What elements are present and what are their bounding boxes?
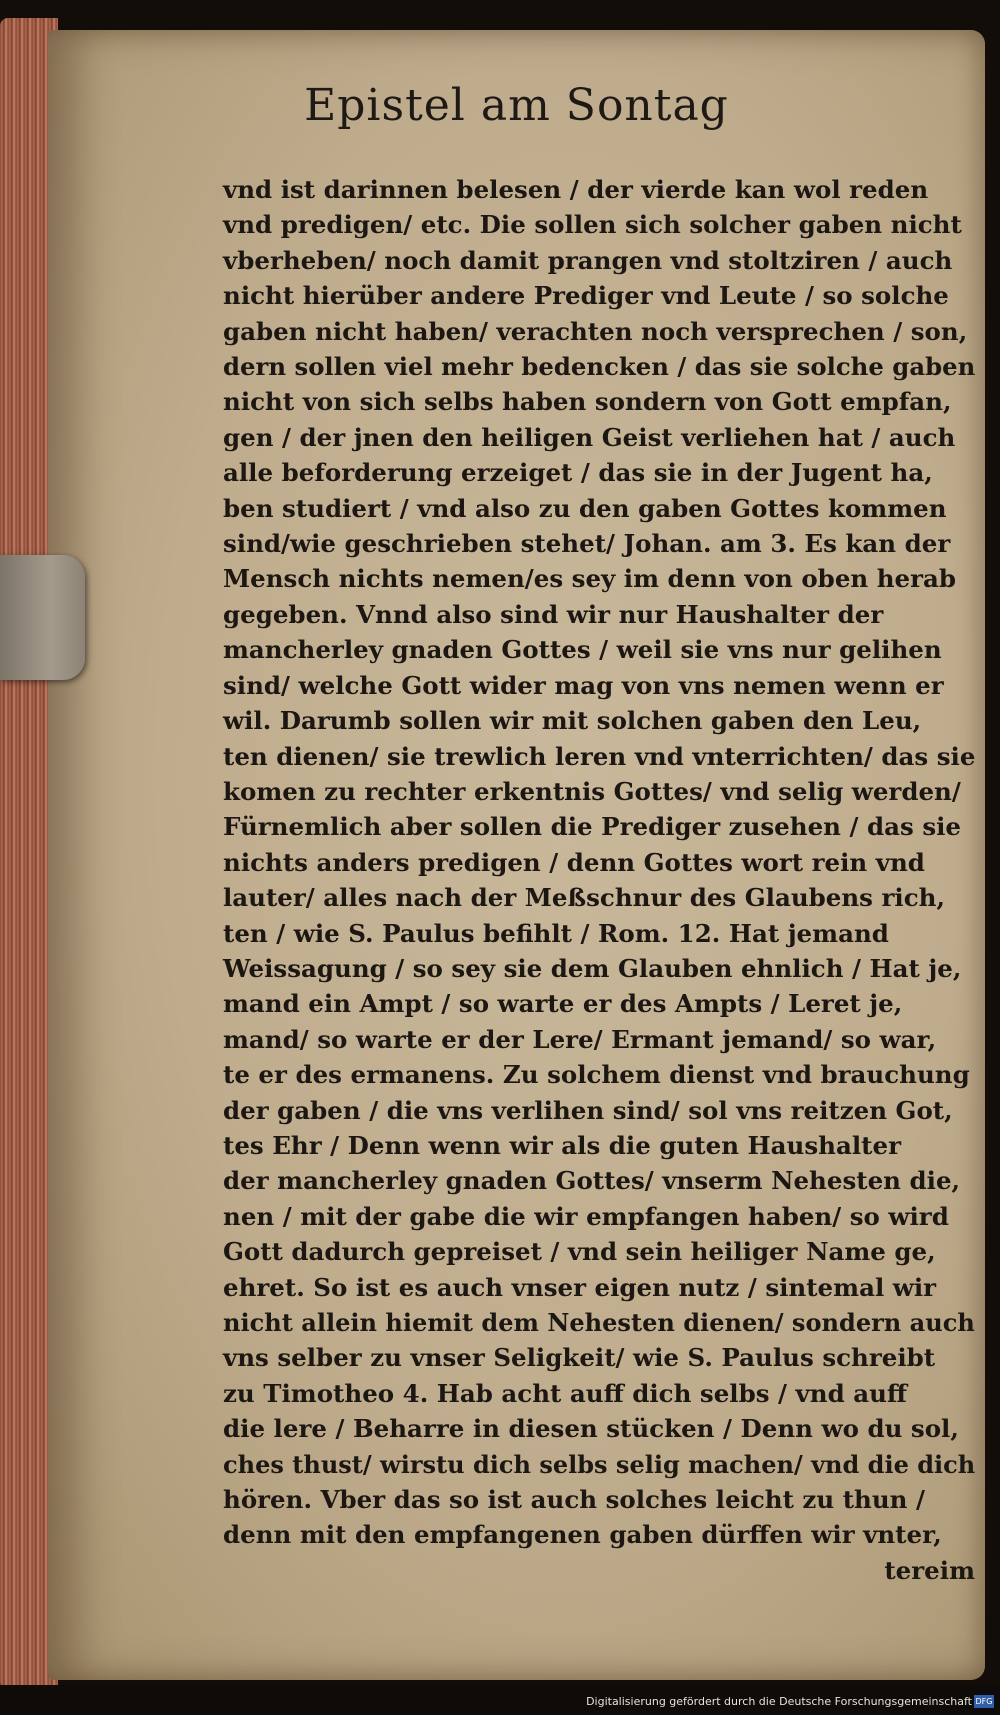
body-text [223, 172, 975, 1588]
text-line: die lere / Beharre in diesen stücken / Denn wo du sol, [223, 1414, 959, 1444]
text-line: lauter/ alles nach der Meßschnur des Glaubens rich, [223, 883, 945, 913]
text-line: ten / wie S. Paulus befihlt / Rom. 12. Hat jemand [223, 918, 889, 948]
text-line: gen / der jnen den heiligen Geist verliehen hat / auch [223, 422, 956, 452]
text-line: nen / mit der gabe die wir empfangen haben/ so wird [223, 1201, 949, 1231]
text-line: alle beforderung erzeiget / das sie in der Jugent ha, [223, 458, 933, 488]
book-page [48, 30, 985, 1680]
text-line: mand/ so warte er der Lere/ Ermant jemand/ so war, [223, 1024, 937, 1054]
text-line: denn mit den empfangenen gaben dürffen wir vnter, [223, 1520, 942, 1550]
text-line: vberheben/ noch damit prangen vnd stoltziren / auch [223, 245, 953, 275]
text-line: nicht hierüber andere Prediger vnd Leute / so solche [223, 281, 949, 311]
text-line: ches thust/ wirstu dich selbs selig machen/ vnd die dich [223, 1449, 976, 1479]
text-line: dern sollen viel mehr bedencken / das sie solche gaben [223, 352, 976, 382]
text-line: vnd predigen/ etc. Die sollen sich solcher gaben nicht [223, 210, 962, 240]
text-line: der gaben / die vns verlihen sind/ sol vns reitzen Got, [223, 1095, 953, 1125]
text-line: gaben nicht haben/ verachten noch versprechen / son, [223, 316, 968, 346]
dfg-logo-icon: DFG [975, 1697, 993, 1706]
footer-credit: Digitalisierung gefördert durch die Deutsche Forschungsgemeinschaft [586, 1695, 972, 1708]
text-line: mand ein Ampt / so warte er des Ampts / Leret je, [223, 989, 903, 1019]
footer-bar [0, 1685, 1000, 1715]
text-line: gegeben. Vnnd also sind wir nur Haushalter der [223, 599, 884, 629]
text-line: zu Timotheo 4. Hab acht auff dich selbs / vnd auff [223, 1378, 908, 1408]
text-line: ehret. So ist es auch vnser eigen nutz / sintemal wir [223, 1272, 937, 1302]
text-line: der mancherley gnaden Gottes/ vnserm Nehesten die, [223, 1166, 961, 1196]
catchword: tereim [884, 1555, 975, 1585]
text-line: Gott dadurch gepreiset / vnd sein heiliger Name ge, [223, 1237, 936, 1267]
text-line: mancherley gnaden Gottes / weil sie vns nur gelihen [223, 635, 942, 665]
page-header: Epistel am Sontag [304, 80, 729, 131]
text-line: vns selber zu vnser Seligkeit/ wie S. Paulus schreibt [223, 1343, 936, 1373]
page-clip [0, 555, 85, 680]
text-line: sind/wie geschrieben stehet/ Johan. am 3. Es kan der [223, 529, 951, 559]
text-line: nichts anders predigen / denn Gottes wort rein vnd [223, 847, 925, 877]
text-line: hören. Vber das so ist auch solches leicht zu thun / [223, 1485, 925, 1515]
text-line: Mensch nichts nemen/es sey im denn von oben herab [223, 564, 957, 594]
text-line: nicht von sich selbs haben sondern von Gott empfan, [223, 387, 952, 417]
text-line: ben studiert / vnd also zu den gaben Gottes kommen [223, 493, 947, 523]
text-line: tes Ehr / Denn wenn wir als die guten Haushalter [223, 1130, 901, 1160]
text-line: vnd ist darinnen belesen / der vierde kan wol reden [223, 175, 929, 204]
text-line: wil. Darumb sollen wir mit solchen gaben den Leu, [223, 706, 922, 736]
text-line: Fürnemlich aber sollen die Prediger zusehen / das sie [223, 812, 962, 842]
text-line: Weissagung / so sey sie dem Glauben ehnlich / Hat je, [223, 953, 962, 983]
text-line: nicht allein hiemit dem Nehesten dienen/ sondern auch [223, 1308, 975, 1337]
text-line: sind/ welche Gott wider mag von vns nemen wenn er [223, 670, 944, 700]
text-line: komen zu rechter erkentnis Gottes/ vnd selig werden/ [223, 776, 961, 806]
text-line: te er des ermanens. Zu solchem dienst vnd brauchung [223, 1060, 970, 1090]
text-line: ten dienen/ sie trewlich leren vnd vnterrichten/ das sie [223, 741, 976, 771]
